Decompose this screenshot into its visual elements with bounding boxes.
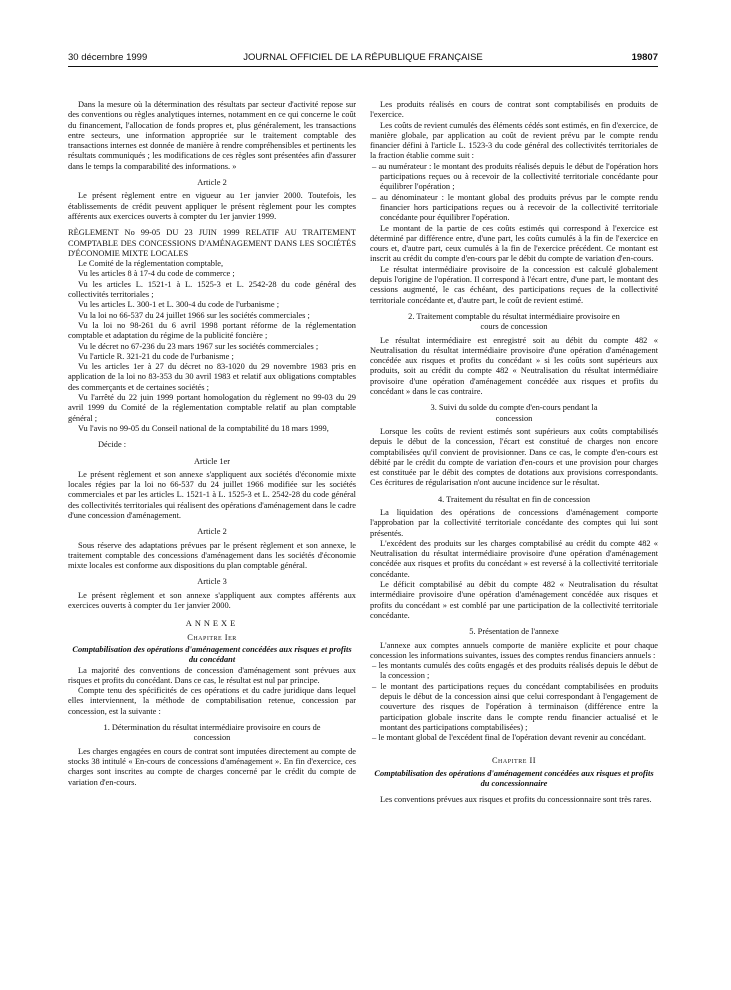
article-title: Article 1er [193,456,231,466]
article-title: Article 2 [197,178,227,188]
visa-line: Vu le décret no 67-236 du 23 mars 1967 sur les sociétés commerciales ; [78,341,319,351]
decide-line: Décide : [98,440,127,450]
section-title: 4. Traitement du résultat en fin de concession [437,494,591,504]
paragraph: Dans la mesure où la détermination des résultats par secteur d'activité repose sur des conventions ou règles analytiques internes, notamment en ce qui concerne le coût du financement, l'allocation de fonds propres et, plus généralement, les transactions entre secteurs, une information appropriée sur le traitement comptable des transactions internes est donnée de manière à rendre compréhensibles et pertinents les résultats communiqués ; les modifications de ces règles sont présentées afin d'assurer dans le temps la comparabilité des informations. » [68,100,356,171]
visa-line: Vu l'article R. 321-21 du code de l'urbanisme ; [78,351,234,361]
visa-line: Le Comité de la réglementation comptable, [78,259,224,269]
header-rule [68,66,658,67]
visa-line: Vu les articles 8 à 17-4 du code de commerce ; [78,269,235,279]
paragraph: L'excédent des produits sur les charges comptabilisé au crédit du compte 482 « Neutralisation du résultat intermédiaire provisoire d'une opération d'aménagement concédée aux risques et profits du concédant » est reversé à la collectivité territoriale concédante. [370,538,658,579]
paragraph: Le présent règlement et son annexe s'appliquent aux comptes afférents aux exercices ouverts à compter du 1er janvier 2000. [68,590,356,611]
section-title: 2. Traitement comptable du résultat intermédiaire provisoire en cours de concession [408,311,620,332]
list-item: – au dénominateur : le montant global des produits prévus par le compte rendu financier hors participations reçues ou à recevoir de la collectivité territoriale concédante pour équilibrer l'opération. [372,192,658,223]
paragraph: Le montant de la partie de ces coûts estimés qui correspond à l'exercice est déterminé par différence entre, d'une part, les coûts cumulés à la fin de l'exercice en cours et, d'autre part, ceux cumulés à la fin de l'exercice précédent. Ce montant est inscrit au crédit du compte d'en-cours par le débit du compte de variation d'en-cours. [370,223,658,264]
list-item: – au numérateur : le montant des produits réalisés depuis le début de l'opération hors participations reçues ou à recevoir de la collectivité territoriale concédante pour équilibrer l'opération ; [372,161,658,192]
right-column [370,100,658,806]
paragraph: Les charges engagées en cours de contrat sont imputées directement au compte de stocks 38 intitulé « En-cours de concessions d'aménagement ». En fin d'exercice, ces charges sont inscrites au compte de charges concerné par le crédit du compte de variation d'en-cours. [68,746,356,787]
chapter-title: Comptabilisation des opérations d'aménagement concédées aux risques et profits du concessionnaire [374,768,654,789]
paragraph: Lorsque les coûts de revient estimés sont supérieurs aux coûts comptabilisés depuis le début de la concession, l'écart est constitué de charges non encore comptabilisées qu'il convient de provisionner. Dans ce cas, le compte d'en-cours est débité par le crédit du compte de variation d'en-cours et une provision pour charges est constituée par le débit des comptes de dotations aux provisions correspondants. Ces écritures de régularisation n'ont aucune incidence sur le résultat. [370,426,658,488]
header-journal-title: JOURNAL OFFICIEL DE LA RÉPUBLIQUE FRANÇAISE [243,52,483,63]
annex-heading: ANNEXE [185,619,239,629]
chapter-heading: Chapitre II [491,755,537,765]
paragraph: Le résultat intermédiaire est enregistré soit au débit du compte 482 « Neutralisation du résultat intermédiaire provisoire d'une opération d'aménagement concédée aux risques et profits du concédant » si les coûts sont supérieurs aux produits, soit au crédit du compte 482 « Neutralisation du résultat intermédiaire provisoire d'une opération d'aménagement concédée aux risques et profits du concédant » dans le cas contraire. [370,335,658,397]
section-title: 1. Détermination du résultat intermédiaire provisoire en cours de concession [103,723,321,743]
paragraph: Sous réserve des adaptations prévues par le présent règlement et son annexe, le traitement comptable des concessions d'aménagement dans les sociétés d'économie mixte locales est conforme aux dispositions du plan comptable général. [68,540,356,571]
paragraph: Le déficit comptabilisé au débit du compte 482 « Neutralisation du résultat intermédiaire provisoire d'une opération d'aménagement concédée aux risques et profits du concédant » est comblé par une participation de la collectivité territoriale concédante. [370,580,658,620]
visa-line: Vu les articles L. 1521-1 à L. 1525-3 et L. 2542-28 du code général des collectivités territoriales ; [68,279,356,300]
left-column [68,100,356,788]
list-item: – les montants cumulés des coûts engagés et des produits réalisés depuis le début de la concession ; [372,661,658,681]
header-page-number: 19807 [631,52,658,63]
list-item: – le montant des participations reçues du concédant comptabilisées en produits depuis le début de la concession ainsi que celui correspondant à l'engagement de couverture des risques de l'opération à terminaison (différence entre la participation globale inscrite dans le compte rendu financier actualisé et le montant des participations comptabilisées) ; [372,681,658,732]
chapter-title: Comptabilisation des opérations d'aménagement concédées aux risques et profits du concédant [72,644,352,665]
paragraph: L'annexe aux comptes annuels comporte de manière explicite et pour chaque concession les informations suivantes, issues des comptes rendus financiers annuels : [370,640,658,660]
regulation-title: RÈGLEMENT No 99-05 DU 23 JUIN 1999 RELATIF AU TRAITEMENT COMPTABLE DES CONCESSIONS D'AMÉNAGEMENT DANS LES SOCIÉTÉS D'ÉCONOMIE MIXTE LOCALES [68,228,356,258]
chapter-heading: Chapitre Ier [187,632,237,642]
paragraph: Les produits réalisés en cours de contrat sont comptabilisés en produits de l'exercice. [370,100,658,120]
paragraph: Le résultat intermédiaire provisoire de la concession est calculé globalement depuis l'origine de l'opération. Il correspond à l'écart entre, d'une part, le montant des cessions augmenté, le cas échéant, des participations reçues de la collectivité territoriale concédante et, d'autre part, le coût de revient estimé. [370,264,658,305]
visa-line: Vu la loi no 98-261 du 6 avril 1998 portant réforme de la réglementation comptable et adaptation du régime de la publicité foncière ; [68,320,356,341]
paragraph: La majorité des conventions de concession d'aménagement sont prévues aux risques et profits du concédant. Dans ce cas, le résultat est nul par principe. [68,665,356,685]
visa-line: Vu l'avis no 99-05 du Conseil national de la comptabilité du 18 mars 1999, [78,423,329,433]
visa-line: Vu la loi no 66-537 du 24 juillet 1966 sur les sociétés commerciales ; [78,310,310,320]
list-item: – le montant global de l'excédent final de l'opération devant revenir au concédant. [372,733,646,743]
article-title: Article 2 [197,527,227,537]
visa-line: Vu les articles 1er à 27 du décret no 83-1020 du 29 novembre 1983 pris en application de la loi no 83-353 du 30 avril 1983 et relatif aux obligations comptables des commerçants et de certaines sociétés ; [68,362,356,392]
paragraph: Compte tenu des spécificités de ces opérations et du cadre juridique dans lequel elles interviennent, la méthode de comptabilisation retenue, concession par concession, est la suivante : [68,686,356,716]
paragraph: La liquidation des opérations de concessions d'aménagement comporte l'approbation par la collectivité territoriale concédante des comptes qui lui sont présentés. [370,507,658,538]
header-date: 30 décembre 1999 [68,52,148,63]
section-title: 5. Présentation de l'annexe [469,627,559,637]
paragraph: Les coûts de revient cumulés des éléments cédés sont estimés, en fin d'exercice, de manière globale, par application au coût de revient prévu par le compte rendu financier défini à l'article L. 1523-3 du code général des collectivités territoriales de la fraction établie comme suit : [370,120,658,161]
section-title: 3. Suivi du solde du compte d'en-cours pendant la concession [430,403,598,423]
visa-line: Vu l'arrêté du 22 juin 1999 portant homologation du règlement no 99-03 du 29 avril 1999 du Comité de la réglementation comptable relatif au plan comptable général ; [68,393,356,423]
paragraph: Le présent règlement entre en vigueur au 1er janvier 2000. Toutefois, les établissements de crédit peuvent appliquer le présent règlement pour les comptes afférents aux exercices ouverts à compter du 1er janvier 1999. [68,191,356,221]
paragraph: Les conventions prévues aux risques et profits du concessionnaire sont très rares. [380,795,652,805]
paragraph: Le présent règlement et son annexe s'appliquent aux sociétés d'économie mixte locales régies par la loi no 66-537 du 24 juillet 1966 modifiée sur les sociétés commerciales et par les articles L. 1521-1 à L. 1525-3 et L. 2542-28 du code général des collectivités territoriales qui réalisent des opérations d'aménagement dans le cadre d'une concession d'aménagement. [68,469,357,520]
visa-line: Vu les articles L. 300-1 et L. 300-4 du code de l'urbanisme ; [78,300,280,310]
article-title: Article 3 [197,577,227,587]
